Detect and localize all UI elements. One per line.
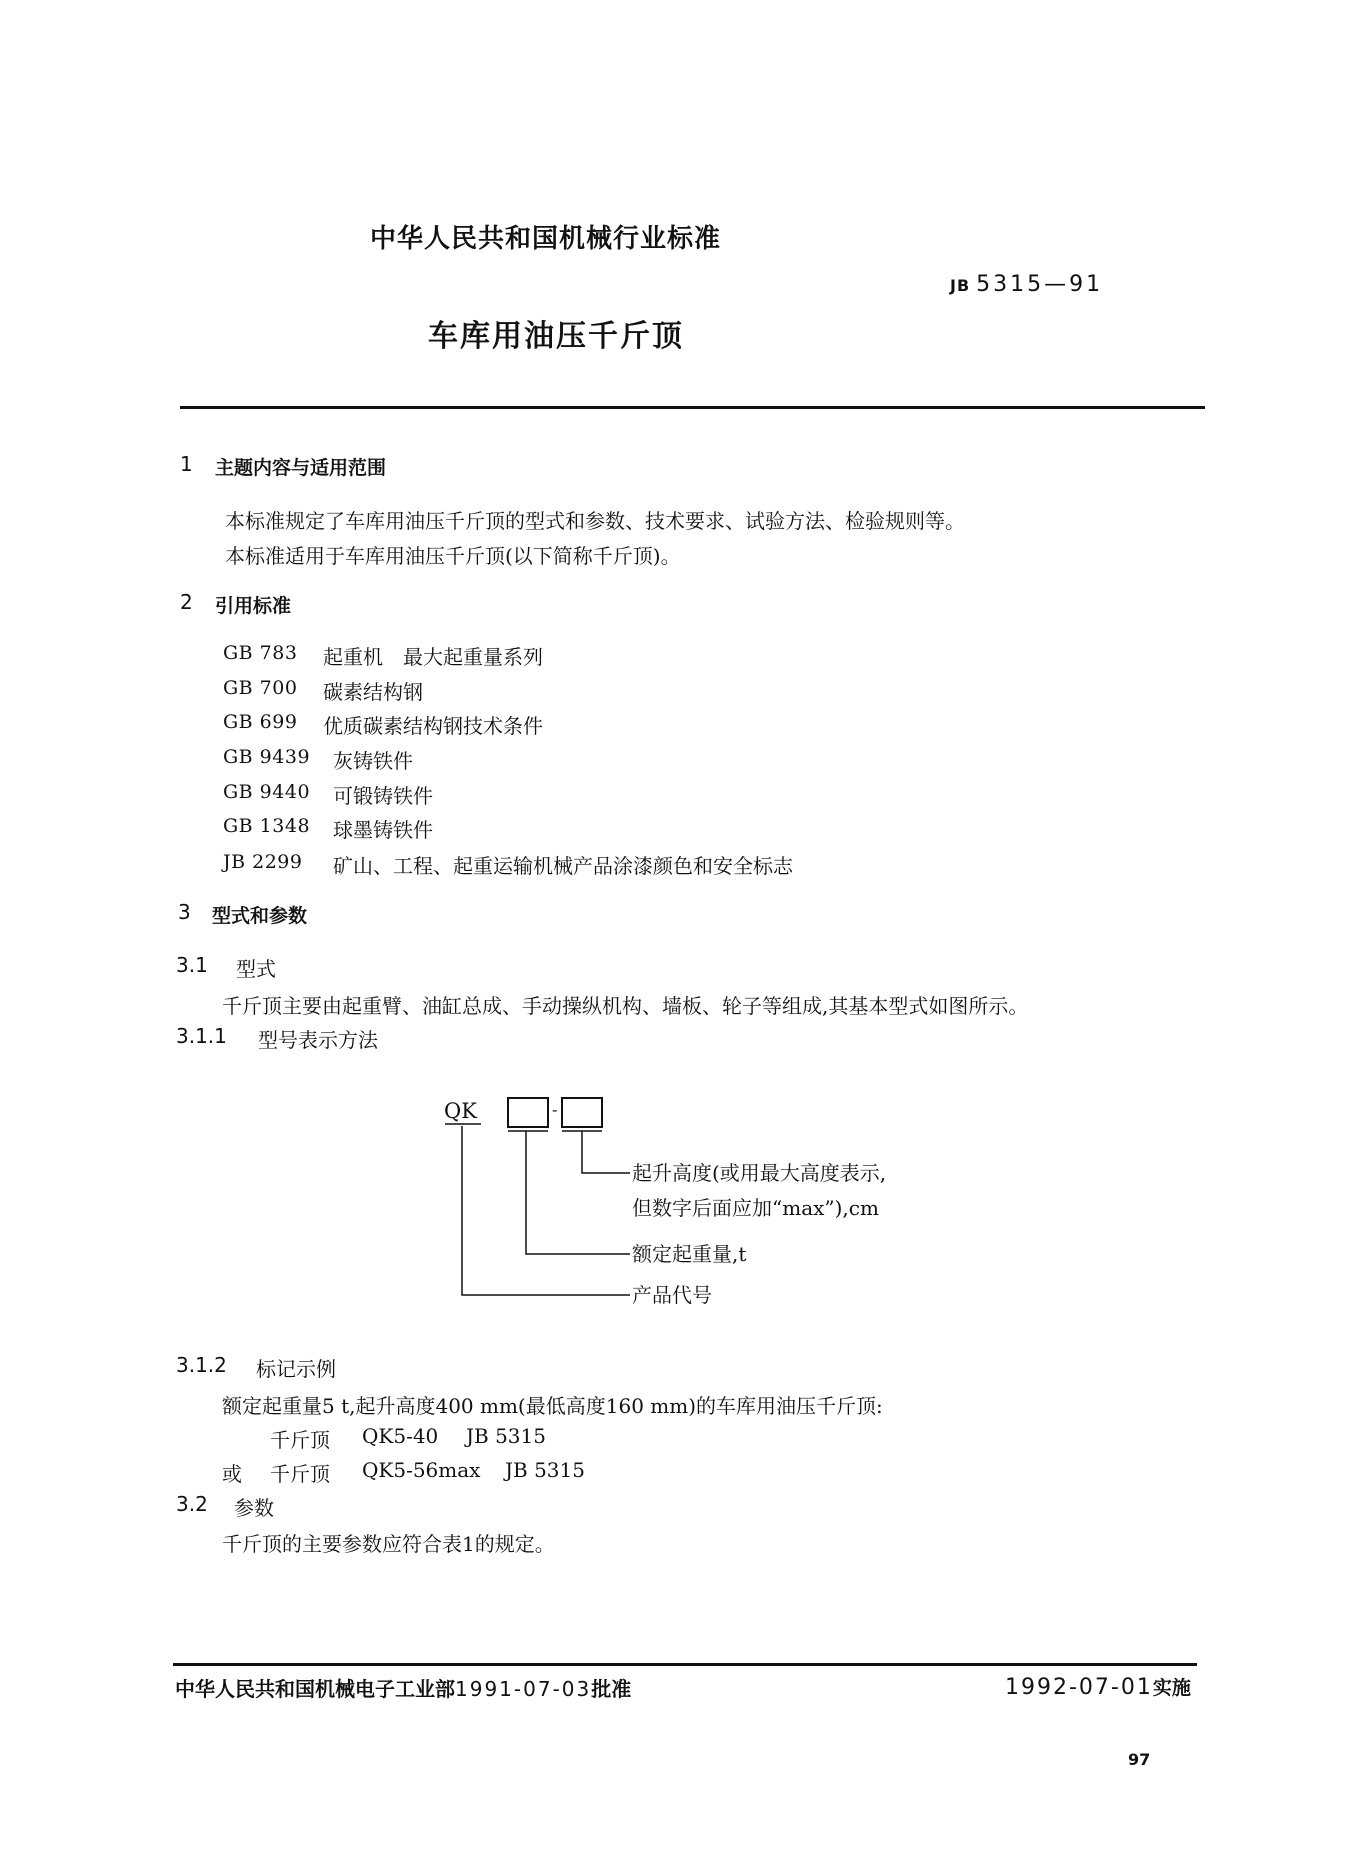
section-3-1-number: 3.1 xyxy=(176,953,208,977)
section-3-title: 型式和参数 xyxy=(212,905,308,927)
section-1-paragraph-1: 本标准规定了车库用油压千斤顶的型式和参数、技术要求、试验方法、检验规则等。 xyxy=(225,509,965,533)
implementation-label: 实施 xyxy=(1152,1677,1191,1699)
section-3-1-1-number: 3.1.1 xyxy=(176,1024,227,1048)
standard-number: 5315—91 xyxy=(976,272,1104,297)
section-1-number: 1 xyxy=(180,452,193,476)
header-divider xyxy=(180,406,1205,409)
approval-label: 批准 xyxy=(591,1677,632,1701)
reference-code: GB 699 xyxy=(223,711,298,733)
load-capacity-leader xyxy=(526,1131,630,1254)
reference-name: 球墨铸铁件 xyxy=(333,818,433,842)
reference-name: 可锻铸铁件 xyxy=(333,784,433,808)
example-2-name: 千斤顶 xyxy=(270,1462,330,1486)
section-3-2-number: 3.2 xyxy=(176,1492,208,1516)
diagram-prefix: QK xyxy=(444,1099,477,1123)
page-number: 97 xyxy=(1128,1750,1151,1769)
issuing-authority: 中华人民共和国机械电子工业部 xyxy=(175,1677,455,1701)
lift-height-leader xyxy=(582,1131,630,1173)
example-2-prefix: 或 xyxy=(222,1462,242,1486)
section-3-1-paragraph: 千斤顶主要由起重臂、油缸总成、手动操纵机构、墙板、轮子等组成,其基本型式如图所示。 xyxy=(222,994,1029,1018)
section-2-number: 2 xyxy=(180,590,193,614)
reference-code: GB 9439 xyxy=(223,746,311,768)
footer-divider xyxy=(173,1663,1197,1666)
reference-code: JB 2299 xyxy=(223,851,303,873)
standard-prefix: JB xyxy=(950,276,971,295)
example-2-code: QK5-56max xyxy=(362,1458,481,1482)
reference-code: GB 1348 xyxy=(223,815,311,837)
product-code-leader xyxy=(462,1126,630,1295)
reference-code: GB 700 xyxy=(223,677,298,699)
product-code-label: 产品代号 xyxy=(632,1283,712,1307)
approval-line xyxy=(175,1673,631,1702)
lift-height-box xyxy=(562,1098,602,1127)
load-capacity-box xyxy=(508,1098,548,1127)
section-2-title: 引用标准 xyxy=(215,595,292,617)
section-1-paragraph-2: 本标准适用于车库用油压千斤顶(以下简称千斤顶)。 xyxy=(225,544,681,568)
section-3-2-title: 参数 xyxy=(234,1496,274,1520)
section-3-1-title: 型式 xyxy=(236,957,276,981)
lift-height-label-line-2: 但数字后面应加“max”),cm xyxy=(632,1196,879,1220)
model-designation-diagram xyxy=(444,1093,964,1321)
reference-code: GB 9440 xyxy=(223,781,311,803)
section-3-1-2-number: 3.1.2 xyxy=(176,1353,227,1377)
example-2-standard: JB 5315 xyxy=(505,1458,585,1482)
section-3-number: 3 xyxy=(178,900,191,924)
implementation-line xyxy=(1005,1673,1191,1700)
example-1-standard: JB 5315 xyxy=(466,1424,546,1448)
reference-name: 灰铸铁件 xyxy=(333,749,413,773)
document-title: 车库用油压千斤顶 xyxy=(428,319,684,354)
load-capacity-label: 额定起重量,t xyxy=(632,1242,747,1266)
reference-name: 起重机 最大起重量系列 xyxy=(323,645,543,669)
reference-name: 碳素结构钢 xyxy=(323,680,423,704)
lift-height-label-line-1: 起升高度(或用最大高度表示, xyxy=(632,1161,887,1185)
org-title: 中华人民共和国机械行业标准 xyxy=(370,224,722,254)
implementation-date: 1992-07-01 xyxy=(1005,1675,1153,1700)
section-3-1-1-title: 型号表示方法 xyxy=(258,1028,378,1052)
section-3-2-paragraph: 千斤顶的主要参数应符合表1的规定。 xyxy=(222,1532,555,1556)
reference-code: GB 783 xyxy=(223,642,298,664)
reference-name: 优质碳素结构钢技术条件 xyxy=(323,714,543,738)
section-1-title: 主题内容与适用范围 xyxy=(215,457,387,479)
diagram-dash: - xyxy=(552,1100,558,1119)
example-1-name: 千斤顶 xyxy=(270,1428,330,1452)
section-3-1-2-paragraph: 额定起重量5 t,起升高度400 mm(最低高度160 mm)的车库用油压千斤顶: xyxy=(222,1394,883,1418)
reference-name: 矿山、工程、起重运输机械产品涂漆颜色和安全标志 xyxy=(333,854,793,878)
section-3-1-2-title: 标记示例 xyxy=(256,1357,336,1381)
standard-code xyxy=(950,272,1103,297)
approval-date: 1991-07-03 xyxy=(455,1677,592,1701)
example-1-code: QK5-40 xyxy=(362,1424,439,1448)
